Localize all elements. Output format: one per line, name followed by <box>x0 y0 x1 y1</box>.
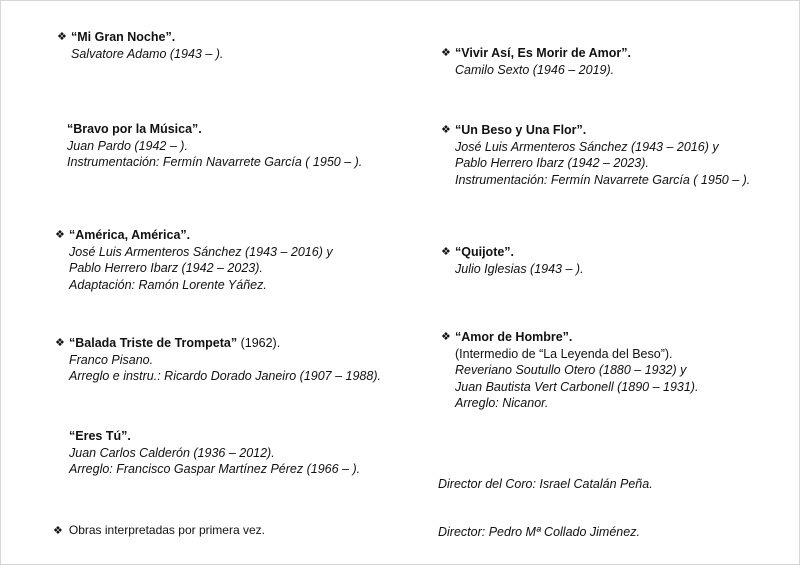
composer-line: Reveriano Soutullo Otero (1880 – 1932) y <box>455 363 687 377</box>
diamond-bullet-icon: ❖ <box>55 337 65 349</box>
composer-line: Salvatore Adamo (1943 – ). <box>71 46 224 61</box>
program-item-vivir-asi <box>441 45 631 78</box>
work-title: “Mi Gran Noche”. <box>71 30 176 44</box>
work-note: (Intermedio de “La Leyenda del Beso”). <box>455 346 673 361</box>
diamond-bullet-icon: ❖ <box>441 47 451 59</box>
diamond-bullet-icon: ❖ <box>57 31 67 43</box>
arranger-line: Arreglo: Francisco Gaspar Martínez Pérez (1966 – ). <box>69 462 361 476</box>
work-title: “Quijote”. <box>455 245 515 259</box>
work-title: “Un Beso y Una Flor”. <box>455 123 587 137</box>
program-item-quijote <box>441 244 584 277</box>
arranger-line: Adaptación: Ramón Lorente Yáñez. <box>69 277 267 292</box>
work-title: “Amor de Hombre”. <box>455 330 573 344</box>
arranger-line: Arreglo e instru.: Ricardo Dorado Janeiro (1907 – 1988). <box>69 369 381 383</box>
composer-line: Franco Pisano. <box>69 352 154 367</box>
diamond-bullet-icon: ❖ <box>441 124 451 136</box>
composer-line: Juan Pardo (1942 – ). <box>67 138 188 153</box>
footnote-text: Obras interpretadas por primera vez. <box>68 523 265 537</box>
program-item-america-america <box>55 227 333 293</box>
composer-line: Camilo Sexto (1946 – 2019). <box>455 62 615 77</box>
diamond-bullet-icon: ❖ <box>441 246 451 258</box>
program-item-amor-de-hombre <box>441 329 699 412</box>
arranger-line: Arreglo: Nicanor. <box>455 396 549 410</box>
work-title: “Eres Tú”. <box>69 429 131 443</box>
program-item-balada-triste <box>55 335 381 385</box>
composer-line: Pablo Herrero Ibarz (1942 – 2023). <box>69 261 263 275</box>
composer-line: Juan Carlos Calderón (1936 – 2012). <box>69 445 275 460</box>
composer-line: Julio Iglesias (1943 – ). <box>455 261 584 276</box>
program-item-eres-tu <box>69 428 360 478</box>
program-item-bravo-por-la-musica <box>67 121 362 171</box>
work-title: “Balada Triste de Trompeta” <box>69 336 238 350</box>
work-title: “Vivir Así, Es Morir de Amor”. <box>455 46 631 60</box>
footnote <box>53 523 265 537</box>
composer-line: Juan Bautista Vert Carbonell (1890 – 1931). <box>455 379 699 394</box>
program-item-un-beso-y-una-flor <box>441 122 751 188</box>
diamond-bullet-icon: ❖ <box>55 229 65 241</box>
director: Director: Pedro Mª Collado Jiménez. <box>438 525 640 539</box>
composer-line: José Luis Armenteros Sánchez (1943 – 2016) y <box>455 139 719 154</box>
diamond-bullet-icon: ❖ <box>441 331 451 343</box>
composer-line: Pablo Herrero Ibarz (1942 – 2023). <box>455 156 649 170</box>
composer-line: José Luis Armenteros Sánchez (1943 – 2016) y <box>69 244 333 259</box>
diamond-bullet-icon: ❖ <box>53 525 63 537</box>
arranger-line: Instrumentación: Fermín Navarrete García ( 1950 – ). <box>67 155 363 169</box>
program-item-mi-gran-noche <box>57 29 224 62</box>
choir-director: Director del Coro: Israel Catalán Peña. <box>438 477 653 491</box>
work-year: (1962). <box>237 336 281 350</box>
work-title: “Bravo por la Música”. <box>67 122 202 136</box>
arranger-line: Instrumentación: Fermín Navarrete García ( 1950 – ). <box>455 172 751 187</box>
work-title: “América, América”. <box>69 228 191 242</box>
